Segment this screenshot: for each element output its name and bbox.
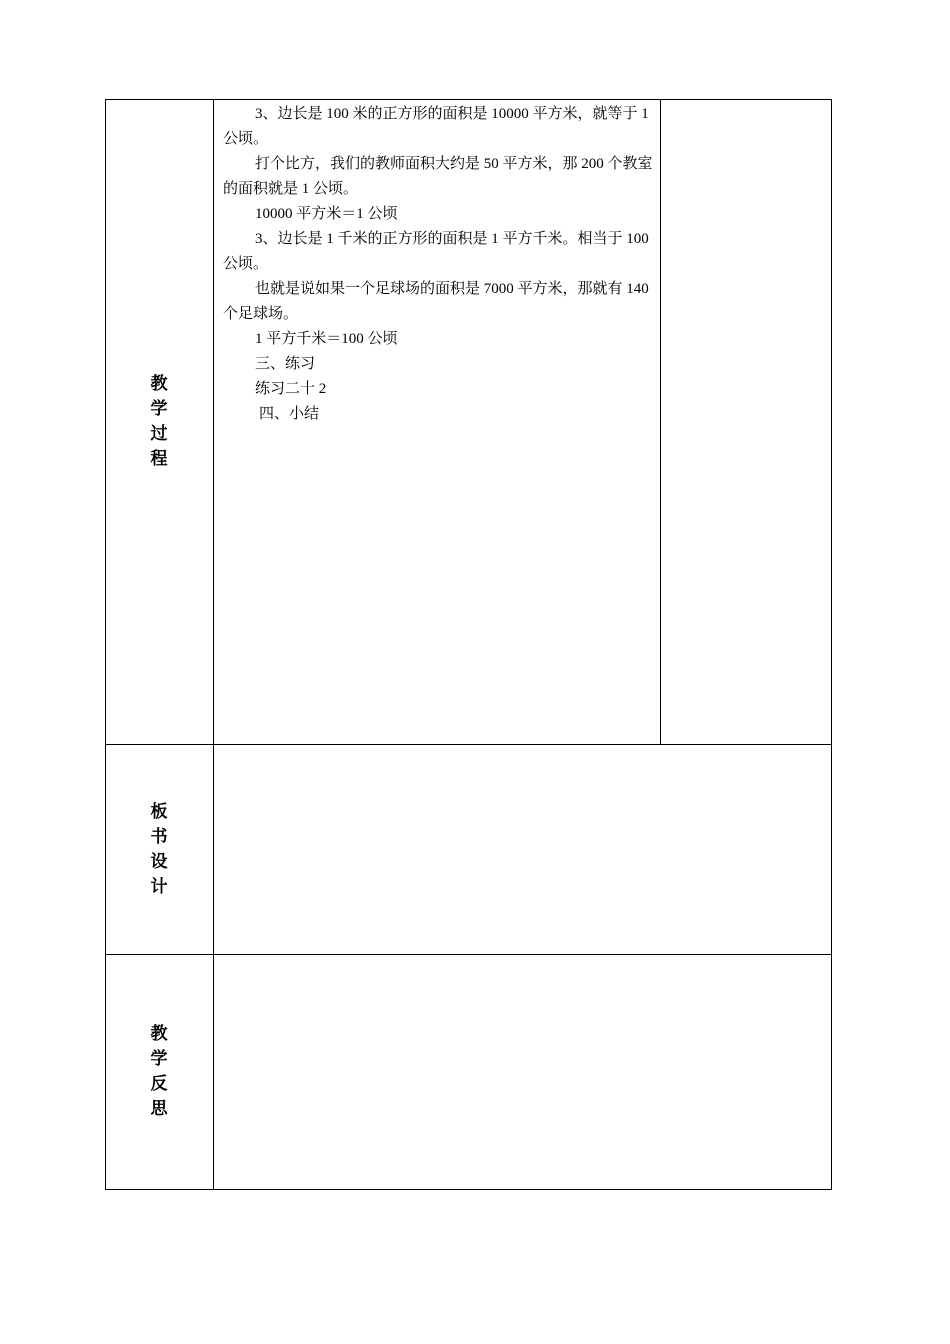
process-line: 1 平方千米＝100 公顷 bbox=[255, 331, 398, 347]
row-divider-1 bbox=[105, 744, 832, 745]
process-line: 打个比方，我们的教师面积大约是 50 平方米，那 200 个教室的面积就是 1 公顷。 bbox=[223, 156, 653, 197]
label-char: 教 bbox=[150, 1024, 168, 1044]
teaching-process-label bbox=[105, 99, 213, 744]
process-line: 10000 平方米＝1 公顷 bbox=[255, 206, 398, 222]
board-design-label bbox=[105, 745, 213, 954]
process-line: 练习二十 2 bbox=[255, 381, 327, 397]
label-char: 设 bbox=[150, 851, 168, 872]
label-char: 教 bbox=[150, 373, 168, 394]
label-char: 程 bbox=[150, 448, 168, 469]
process-line: 3、边长是 100 米的正方形的面积是 10000 平方米，就等于 1 公顷。 bbox=[223, 106, 649, 147]
teaching-process-content bbox=[223, 102, 655, 427]
label-char: 学 bbox=[150, 398, 168, 419]
process-line: 也就是说如果一个足球场的面积是 7000 平方米，那就有 140 个足球场。 bbox=[223, 281, 649, 322]
lesson-plan-table bbox=[105, 99, 832, 1190]
process-line: 四、小结 bbox=[259, 406, 320, 422]
label-char: 板 bbox=[150, 801, 168, 822]
table-border-bottom bbox=[105, 1189, 832, 1190]
teaching-reflection-label bbox=[105, 955, 213, 1189]
notes-column-divider bbox=[660, 99, 661, 745]
label-column-divider bbox=[213, 99, 214, 1190]
label-char: 计 bbox=[150, 876, 168, 897]
label-char: 学 bbox=[150, 1049, 168, 1069]
process-line: 三、练习 bbox=[255, 356, 316, 372]
label-char: 思 bbox=[150, 1099, 168, 1119]
process-line: 3、边长是 1 千米的正方形的面积是 1 平方千米。相当于 100 公顷。 bbox=[223, 231, 649, 272]
table-border-top bbox=[105, 99, 832, 100]
row-divider-2 bbox=[105, 954, 832, 955]
label-char: 过 bbox=[150, 423, 168, 444]
label-char: 书 bbox=[150, 826, 168, 847]
table-border-right bbox=[831, 99, 832, 1190]
label-char: 反 bbox=[150, 1074, 168, 1094]
